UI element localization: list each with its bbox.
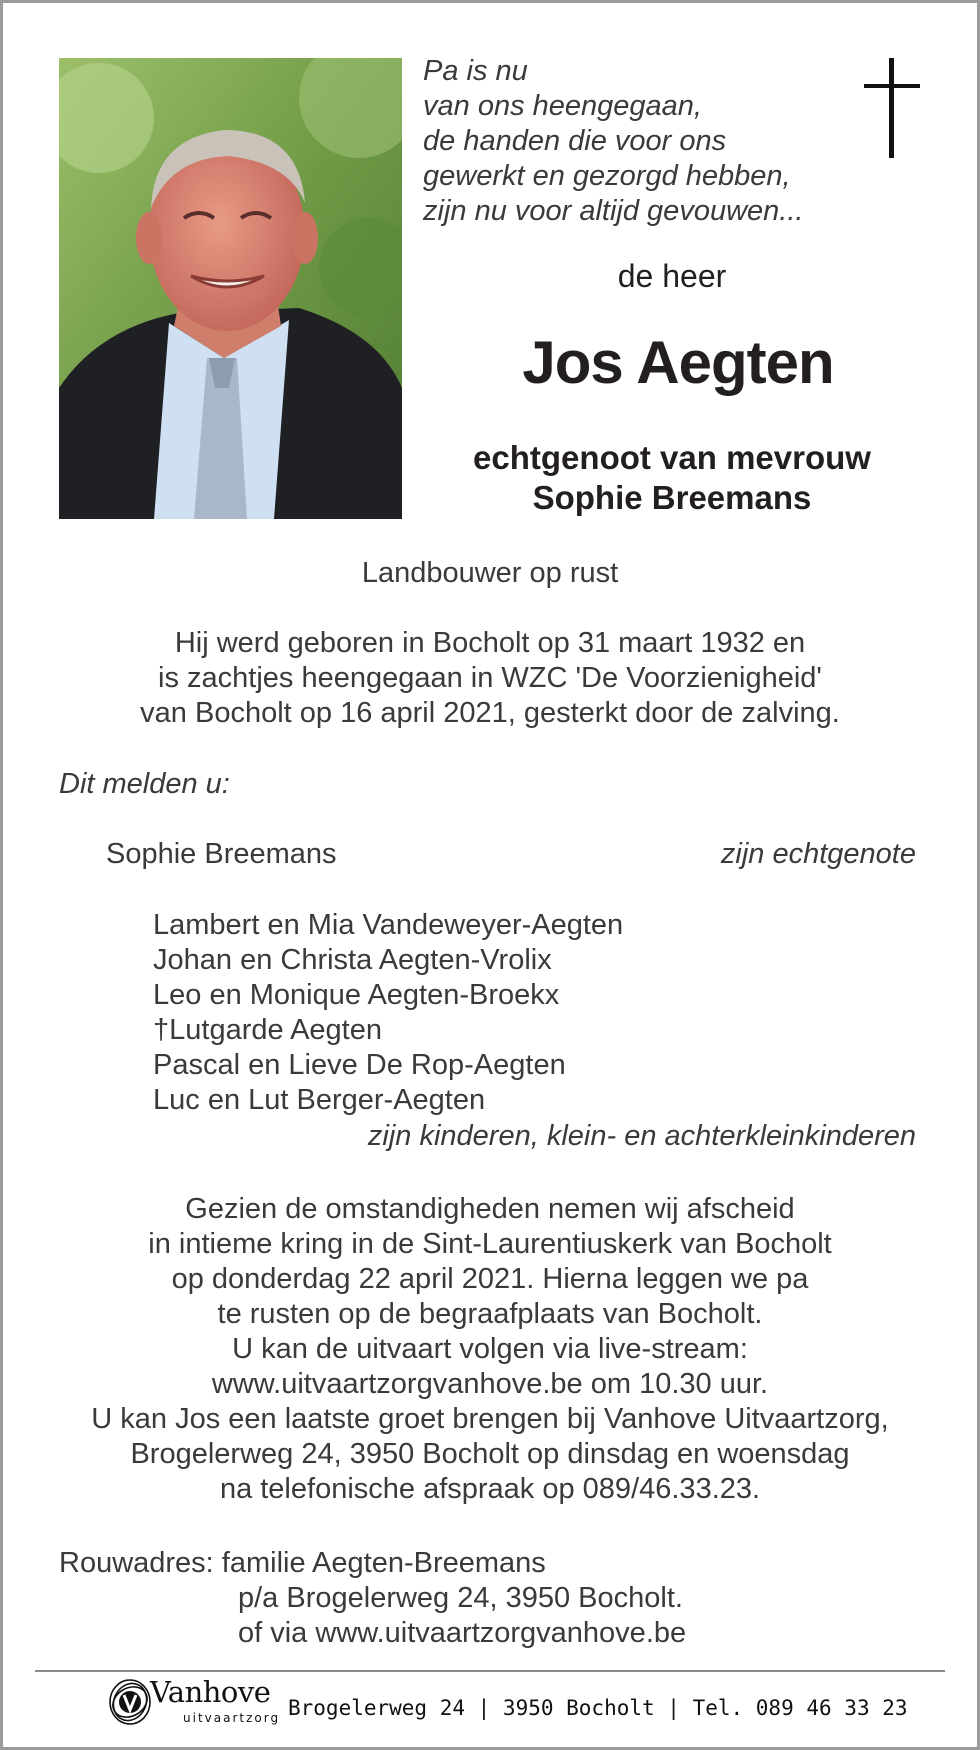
- divider: [35, 1670, 945, 1672]
- text-line: Hij werd geboren in Bocholt op 31 maart 1932 en: [174, 627, 806, 659]
- text-line: U kan Jos een laatste groet brengen bij Vanhove Uitvaartzorg,: [91, 1403, 889, 1435]
- list-item: Leo en Monique Aegten-Broekx: [153, 979, 560, 1011]
- poem-line: van ons heengegaan,: [423, 90, 702, 122]
- spouse-block: [402, 438, 942, 518]
- title-prefix: de heer: [617, 258, 727, 294]
- text-line: Gezien de omstandigheden nemen wij afscheid: [185, 1193, 795, 1225]
- poem: [423, 54, 803, 229]
- list-item: Johan en Christa Aegten-Vrolix: [153, 944, 552, 976]
- text-line: Brogelerweg 24, 3950 Bocholt op dinsdag en woensdag: [130, 1438, 850, 1470]
- text-line: te rusten op de begraafplaats van Bocholt.: [217, 1298, 763, 1330]
- children-relation: zijn kinderen, klein- en achterkleinkinderen: [367, 1120, 916, 1152]
- text-line: na telefonische afspraak op 089/46.33.23.: [219, 1473, 761, 1505]
- spouse-entry-name: Sophie Breemans: [106, 838, 337, 870]
- spouse-line: echtgenoot van mevrouw: [473, 439, 871, 476]
- birth-death-text: [0, 626, 980, 731]
- poem-line: Pa is nu: [423, 55, 528, 87]
- logo-name: Vanhove: [150, 1675, 271, 1709]
- list-item: Luc en Lut Berger-Aegten: [153, 1084, 486, 1116]
- logo-subtitle: uitvaartzorg: [183, 1711, 281, 1725]
- text-line: www.uitvaartzorgvanhove.be om 10.30 uur.: [211, 1368, 769, 1400]
- deceased-name: Jos Aegten: [522, 329, 834, 396]
- poem-line: zijn nu voor altijd gevouwen...: [423, 195, 804, 227]
- poem-line: de handen die voor ons: [423, 125, 727, 157]
- text-line: in intieme kring in de Sint-Laurentiuskerk van Bocholt: [148, 1228, 832, 1260]
- portrait-photo: [59, 58, 402, 519]
- announce-heading: Dit melden u:: [59, 768, 230, 800]
- text-line: van Bocholt op 16 april 2021, gesterkt door de zalving.: [140, 697, 840, 729]
- text-line: op donderdag 22 april 2021. Hierna leggen we pa: [171, 1263, 809, 1295]
- address-line: p/a Brogelerweg 24, 3950 Bocholt.: [238, 1582, 683, 1614]
- list-item: Pascal en Lieve De Rop-Aegten: [153, 1049, 566, 1081]
- cross-icon: [864, 58, 920, 158]
- footer-contact: Brogelerweg 24 | 3950 Bocholt | Tel. 089 46 33 23: [288, 1696, 908, 1720]
- spouse-entry: [106, 838, 916, 871]
- spouse-entry-relation: zijn echtgenote: [720, 838, 916, 870]
- list-item: Lambert en Mia Vandeweyer-Aegten: [153, 909, 624, 941]
- list-item: †Lutgarde Aegten: [153, 1014, 382, 1046]
- ceremony-text: [0, 1192, 980, 1507]
- address-line: Rouwadres: familie Aegten-Breemans: [59, 1547, 546, 1579]
- spouse-name: Sophie Breemans: [532, 479, 812, 516]
- address-line: of via www.uitvaartzorgvanhove.be: [238, 1617, 687, 1649]
- children-list: [153, 908, 623, 1118]
- mourning-address: [59, 1546, 686, 1651]
- text-line: U kan de uitvaart volgen via live-stream:: [232, 1333, 748, 1365]
- text-line: is zachtjes heengegaan in WZC 'De Voorzienigheid': [158, 662, 822, 694]
- occupation: Landbouwer op rust: [361, 557, 619, 589]
- poem-line: gewerkt en gezorgd hebben,: [423, 160, 791, 192]
